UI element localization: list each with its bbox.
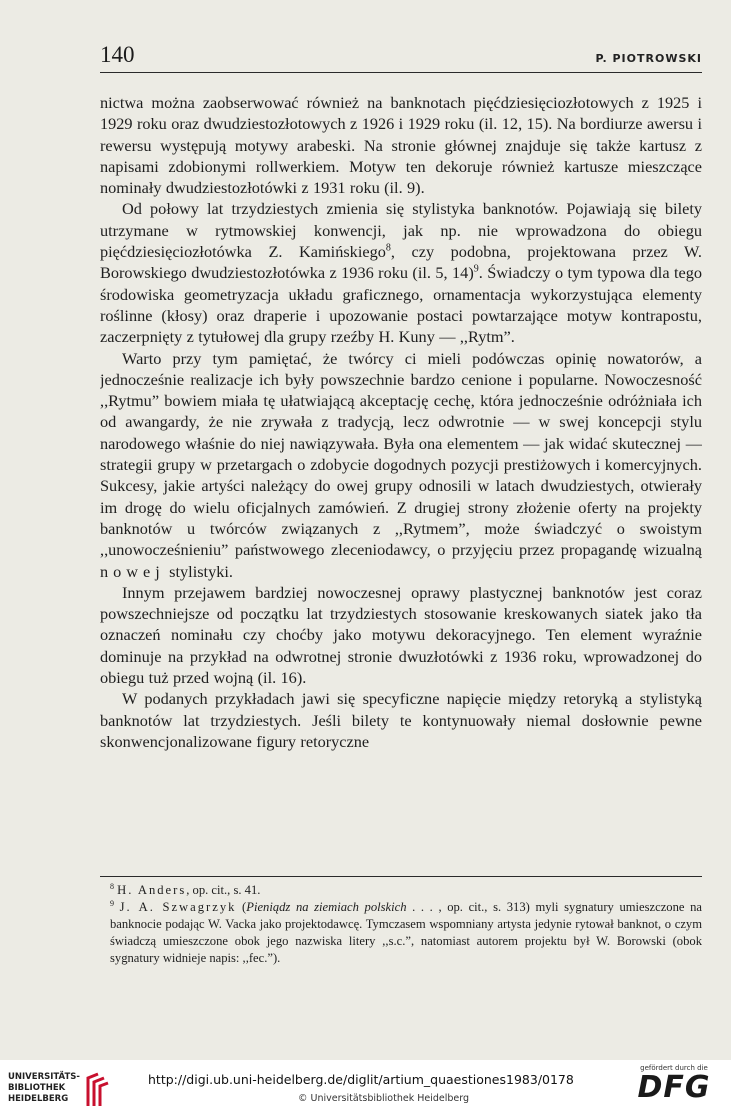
paragraph-3-part-a: Warto przy tym pamiętać, że twórcy ci mieli podówczas opinię nowatorów, a jednocześnie realizacje ich były powszechnie bardzo cenione i popularne. Nowoczesność ,,Rytmu” bowiem miała tę ułatwiającą akceptację cechę, która jednocześnie odróżniała ich od awangardy, że nie zrywała z tradycją, lecz odwrotnie — w swej koncepcji stylu narodowego właśnie do niej nawiązywała. Była ona elementem — jak widać skutecznej — strategii grupy w przetargach o zdobycie dogodnych pozycji prestiżowych i komercyjnych. Sukcesy, jakie artyści należący do owej grupy odnosili w latach dwudziestych, otwierały im drogę do wielu oficjalnych zamówień. Z drugiej strony złożenie oferty na projekty banknotów u twórców związanych z ,,Rytmem”, może świadczyć o swoistym ,,unowocześnieniu” państwowego zleceniodawcy, o przyjęciu przez propagandę wizualną	[100, 348, 702, 560]
viewer-footer	[0, 1060, 731, 1114]
footnote-9-author: J. A. Szwagrzyk	[119, 900, 237, 914]
paragraph-2-part-b: , czy podobna, projektowana przez W. Borowskiego dwudziestozłotówka z 1936 roku (il. 5, 14)	[100, 242, 702, 283]
library-logo[interactable]	[8, 1072, 128, 1108]
paragraph-1: nictwa można zaobserwować również na banknotach pięćdziesięciozłotowych z 1925 i 1929 roku oraz dwudziestozłotowych z 1926 i 1929 roku (il. 12, 15). Na bordiurze awersu i rewersu występują motywy arabeski. Na stronie głównej znajduje się także kartusz z napisami zdobionymi rollwerkiem. Motyw ten dekoruje również kartusze mieszczące nominały dwudziestozłotówki z 1931 roku (il. 9).	[100, 93, 702, 198]
footnote-9	[110, 899, 702, 967]
library-name-line-1: UNIVERSITÄTS-	[8, 1072, 80, 1082]
footnote-8	[110, 882, 702, 899]
footnote-8-text: , op. cit., s. 41.	[186, 883, 261, 897]
paragraph-2-part-c: . Świadczy o tym typowa dla tego środowiska geometryzacja układu graficznego, ornamentacja wykorzystująca elementy roślinne (kłosy) oraz draperie i upozowanie postaci powtarzające motyw kontrapostu, zaczerpnięty z tytułowej dla grupy rzeźby H. Kuny — ,,Rytm”.	[100, 263, 702, 347]
page-header	[100, 40, 702, 73]
page-number: 140	[100, 42, 135, 67]
dfg-logo-text: DFG	[637, 1070, 711, 1105]
paragraph-5: W podanych przykładach jawi się specyficzne napięcie między retoryką a stylistyką banknotów lat trzydziestych. Jeśli bilety te kontynuowały niemal dosłownie pewne skonwencjonalizowane figury retoryczne	[100, 689, 702, 751]
footnote-divider	[100, 876, 702, 877]
library-emblem-icon	[84, 1072, 110, 1108]
footnote-ref-8[interactable]: 8	[385, 242, 391, 254]
copyright-notice: © Universitätsbibliothek Heidelberg	[298, 1093, 470, 1104]
library-name-line-2: BIBLIOTHEK	[8, 1083, 66, 1093]
permalink-url[interactable]: http://digi.ub.uni-heidelberg.de/diglit/artium_quaestiones1983/0178	[148, 1072, 574, 1087]
paragraph-3-part-b: stylistyki.	[169, 561, 233, 581]
paragraph-3	[100, 348, 702, 582]
footnote-8-author: H. Anders	[117, 883, 187, 897]
paragraph-4: Innym przejawem bardziej nowoczesnej oprawy plastycznej banknotów jest coraz powszechniejsze od początku lat trzydziestych stosowanie kreskowanych siatek jako tła oznaczeń nominału czy choćby jako motywu dekoracyjnego. Ten element wyraźnie dominuje na przykład na odwrotnej stronie dwuzłotówki z 1936 roku, wprowadzonej do obiegu tuż przed wojną (il. 16).	[100, 582, 702, 688]
footnotes	[110, 882, 702, 994]
dfg-logo[interactable]	[631, 1064, 717, 1110]
funder-note: gefördert durch die	[640, 1064, 708, 1072]
running-head-author: P. PIOTROWSKI	[595, 52, 702, 65]
main-text	[100, 92, 702, 872]
footnote-9-paren: (	[236, 900, 247, 914]
footnote-9-number: 9	[110, 898, 114, 908]
footnote-ref-9[interactable]: 9	[473, 263, 479, 275]
paragraph-2-part-a: Od połowy lat trzydziestych zmienia się stylistyka banknotów. Pojawiają się bilety utrzymane w rytmowskiej konwencji, jak np. nie wprowadzona do obiegu pięćdziesięciozłotówka Z. Kamińskiego	[100, 199, 702, 262]
footnote-9-title: Pieniądz na ziemiach polskich	[246, 900, 407, 914]
library-name-line-3: HEIDELBERG	[8, 1094, 69, 1104]
footnote-8-number: 8	[110, 882, 114, 891]
footnote-9-text: . . . , op. cit., s. 313) myli sygnatury umieszczone na banknocie podając W. Vacka jako projektodawcę. Tymczasem wspomniany artysta jedynie rytował banknot, o czym świadczą umieszczone obok jego nazwiska litery ,,s.c.”, natomiast autorem projektu był W. Borowski (obok sygnatury widnieje napis: ,,fec.”).	[110, 900, 702, 965]
spaced-emphasis: nowej	[100, 561, 165, 581]
library-name	[8, 1072, 80, 1105]
paragraph-2	[100, 198, 702, 347]
